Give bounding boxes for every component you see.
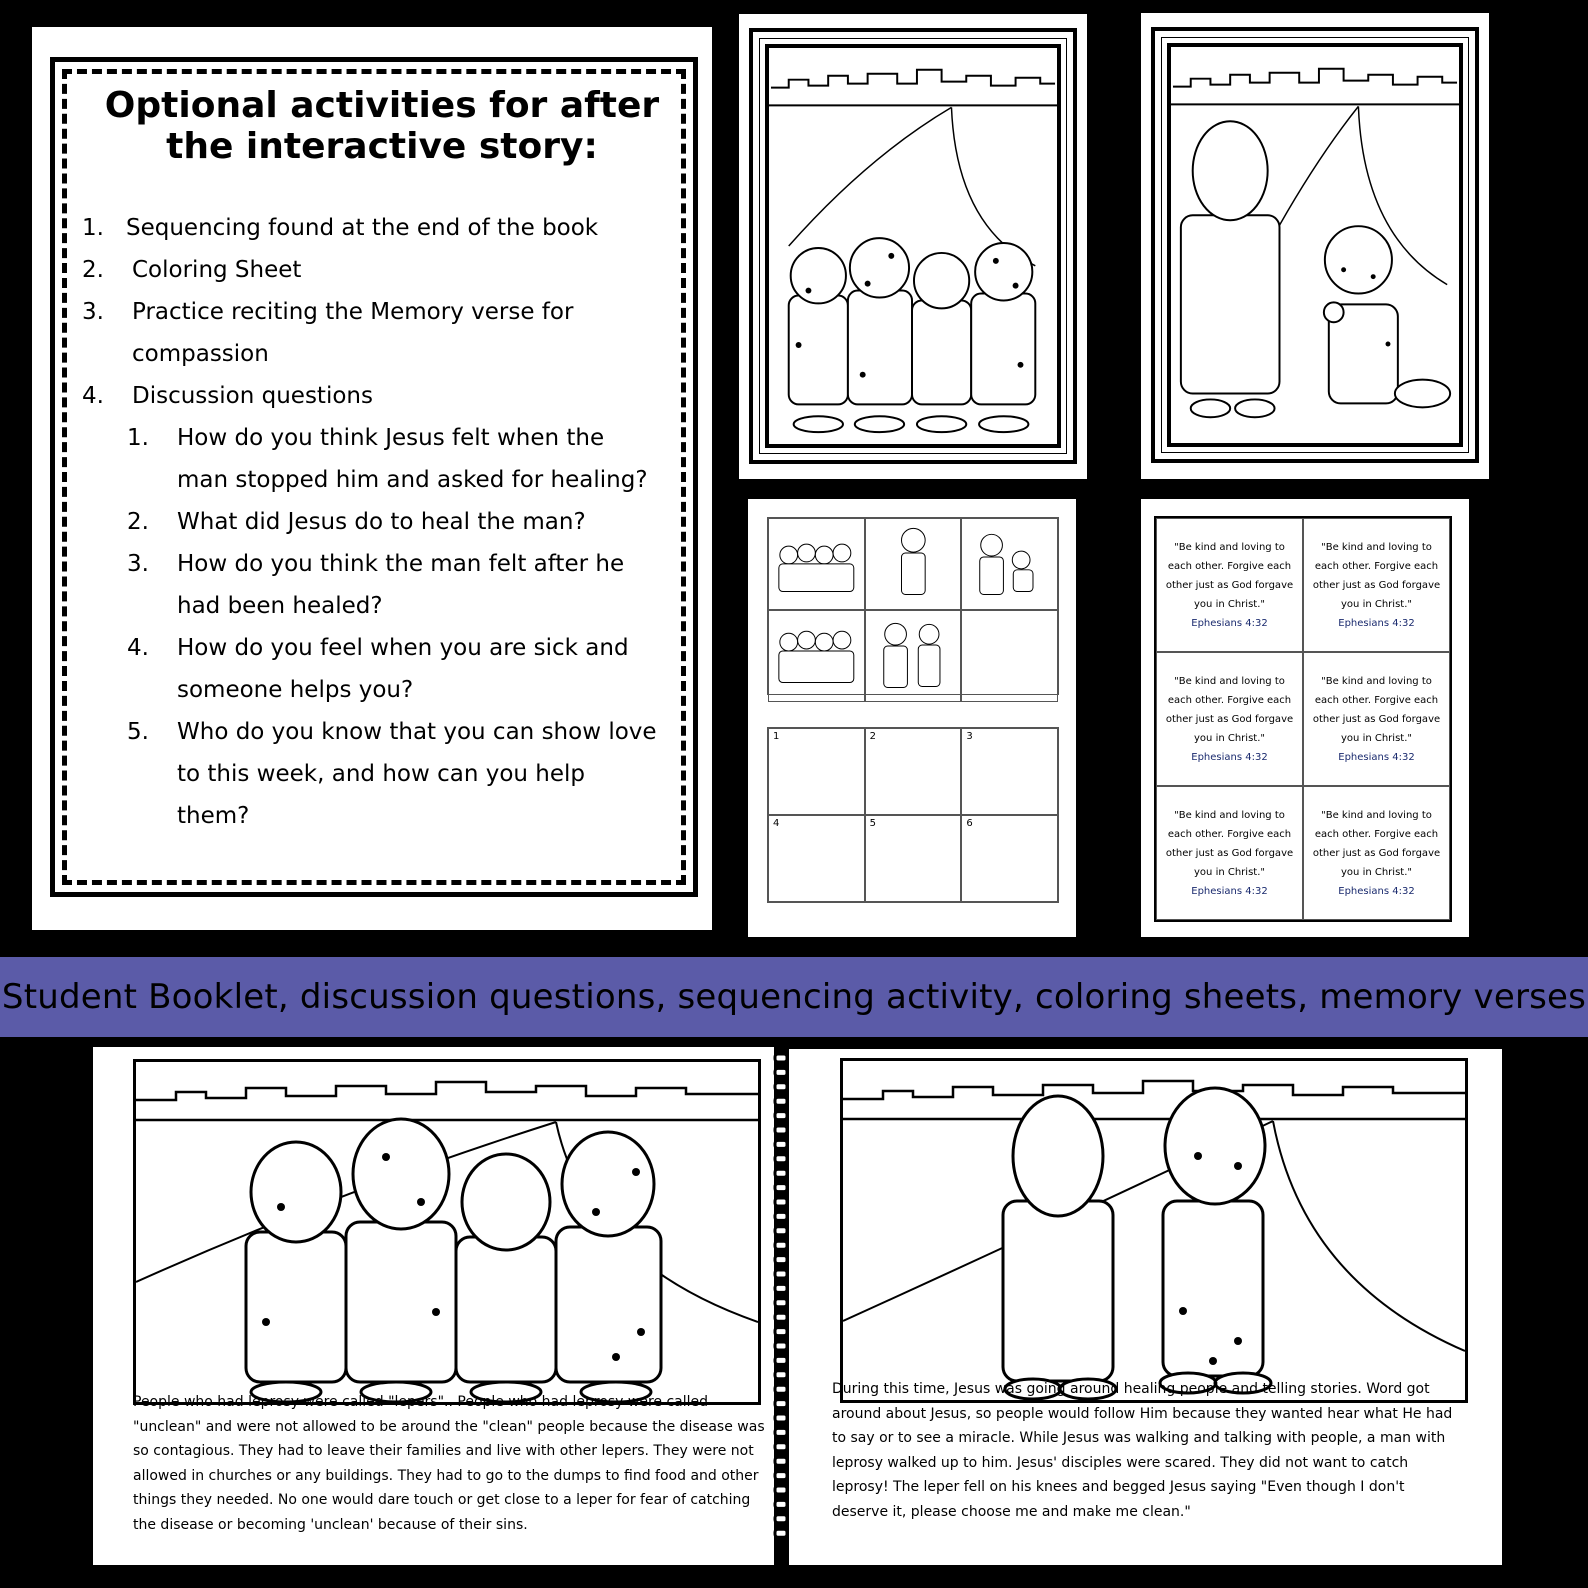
- sequence-box[interactable]: [961, 815, 1058, 902]
- spiral-ring: [775, 1227, 787, 1235]
- memory-verse-card[interactable]: [1156, 518, 1303, 652]
- verse-reference: Ephesians 4:32: [1338, 617, 1415, 629]
- question-text: someone helps you?: [177, 677, 414, 703]
- verse-line: other just as God forgave: [1165, 847, 1294, 859]
- verse-line: you in Christ.": [1341, 866, 1412, 878]
- spiral-ring: [775, 1515, 787, 1523]
- verse-line: you in Christ.": [1341, 732, 1412, 744]
- picture-card[interactable]: [961, 518, 1058, 610]
- title-line-2: the interactive story:: [166, 126, 598, 168]
- sequence-box[interactable]: [768, 728, 865, 815]
- booklet-text-line: People who had leprosy were called "lepers".. People who had leprosy were called: [133, 1394, 709, 1410]
- question-text: What did Jesus do to heal the man?: [177, 509, 586, 535]
- verse-line: "Be kind and loving to: [1321, 541, 1432, 553]
- verse-line: "Be kind and loving to: [1174, 809, 1285, 821]
- coloring-frame: [1151, 27, 1479, 463]
- spiral-ring: [775, 1414, 787, 1422]
- verse-line: each other. Forgive each: [1167, 828, 1292, 840]
- verse-line: other just as God forgave: [1312, 579, 1441, 591]
- verse-line: "Be kind and loving to: [1321, 675, 1432, 687]
- sequence-number: 3: [966, 731, 973, 742]
- verse-reference: Ephesians 4:32: [1191, 751, 1268, 763]
- verse-line: "Be kind and loving to: [1174, 675, 1285, 687]
- verse-line: other just as God forgave: [1165, 713, 1294, 725]
- spiral-ring: [775, 1385, 787, 1393]
- verse-line: you in Christ.": [1341, 598, 1412, 610]
- sequence-number: 6: [966, 818, 973, 829]
- activity-number: 4.: [82, 383, 104, 409]
- activity-text: Coloring Sheet: [132, 257, 302, 283]
- activity-item: [82, 375, 682, 417]
- spiral-ring: [775, 1371, 787, 1379]
- question-text: How do you think Jesus felt when the: [177, 425, 605, 451]
- coloring-frame: [749, 28, 1077, 464]
- picture-card[interactable]: [768, 610, 865, 702]
- activity-item: [82, 333, 682, 375]
- spiral-ring: [775, 1097, 787, 1105]
- sequence-box[interactable]: [865, 728, 962, 815]
- booklet-text-line: deserve it, please choose me and make me clean.": [832, 1503, 1191, 1520]
- activity-number: 1.: [82, 215, 104, 241]
- verse-reference: Ephesians 4:32: [1191, 617, 1268, 629]
- picture-card-empty: [961, 610, 1058, 702]
- verse-line: other just as God forgave: [1312, 847, 1441, 859]
- title-line-1: Optional activities for after: [104, 85, 660, 126]
- spiral-ring: [775, 1472, 787, 1480]
- memory-verse-sheet: [1141, 499, 1469, 937]
- spiral-ring: [775, 1313, 787, 1321]
- activity-number: 3.: [82, 299, 104, 325]
- coloring-sheet-jesus: [1141, 13, 1489, 479]
- memory-verse-card[interactable]: [1156, 652, 1303, 786]
- spiral-ring: [775, 1112, 787, 1120]
- question-number: 4.: [127, 635, 149, 661]
- memory-verse-card[interactable]: [1303, 786, 1450, 920]
- booklet-page-right: [789, 1049, 1502, 1565]
- sequence-number: 4: [773, 818, 780, 829]
- booklet-illustration-lepers: [133, 1059, 761, 1405]
- booklet-illustration-jesus: [840, 1058, 1468, 1403]
- spiral-ring: [775, 1054, 787, 1062]
- spiral-ring: [775, 1184, 787, 1192]
- spiral-ring: [775, 1284, 787, 1292]
- verse-line: you in Christ.": [1194, 866, 1265, 878]
- memory-verse-card[interactable]: [1303, 518, 1450, 652]
- verse-line: each other. Forgive each: [1314, 694, 1439, 706]
- memory-verse-cards: [1154, 516, 1452, 922]
- spiral-ring: [775, 1270, 787, 1278]
- activities-sheet: [32, 27, 712, 930]
- question-number: 1.: [127, 425, 149, 451]
- spiral-ring: [775, 1155, 787, 1163]
- verse-line: each other. Forgive each: [1314, 560, 1439, 572]
- booklet-text-line: During this time, Jesus was going around healing people and telling stories. Word got: [832, 1381, 1430, 1397]
- sequencing-answer-boxes: [767, 727, 1059, 903]
- booklet-text-line: allowed in churches or any buildings. They had to go to the dumps to find food and other: [133, 1467, 759, 1484]
- spiral-ring: [775, 1140, 787, 1148]
- sequence-number: 1: [773, 731, 780, 742]
- spiral-ring: [775, 1299, 787, 1307]
- activity-item: [82, 291, 682, 333]
- spiral-ring: [775, 1457, 787, 1465]
- activity-text: Sequencing found at the end of the book: [126, 215, 599, 241]
- question-text: How do you think the man felt after he: [177, 551, 625, 577]
- spiral-ring: [775, 1083, 787, 1091]
- booklet-text-line: around about Jesus, so people would follow Him because they wanted hear what He had: [832, 1405, 1453, 1422]
- verse-line: each other. Forgive each: [1167, 694, 1292, 706]
- spiral-ring: [775, 1400, 787, 1408]
- spiral-ring: [775, 1126, 787, 1134]
- spiral-ring: [775, 1486, 787, 1494]
- question-text: How do you feel when you are sick and: [177, 635, 629, 661]
- question-text: Who do you know that you can show love: [177, 719, 657, 745]
- features-banner: [0, 957, 1588, 1037]
- verse-line: "Be kind and loving to: [1174, 541, 1285, 553]
- booklet-text-line: things they needed. No one would dare touch or get close to a leper for fear of catching: [133, 1492, 751, 1508]
- sequence-box[interactable]: [768, 815, 865, 902]
- picture-card[interactable]: [865, 518, 962, 610]
- question-text: man stopped him and asked for healing?: [177, 467, 648, 493]
- verse-line: other just as God forgave: [1165, 579, 1294, 591]
- lepers-illustration: [769, 48, 1057, 444]
- booklet-text-line: to say or to see a miracle. While Jesus was walking and talking with people, a man with: [832, 1430, 1446, 1446]
- spiral-ring: [775, 1356, 787, 1364]
- sequencing-pictures: [767, 517, 1059, 695]
- activity-text: compassion: [132, 341, 269, 367]
- spiral-ring: [775, 1241, 787, 1249]
- activities-title: [72, 85, 692, 168]
- booklet-page-left: [93, 1047, 774, 1565]
- picture-card[interactable]: [768, 518, 865, 610]
- coloring-sheet-lepers: [739, 14, 1087, 479]
- spiral-ring: [775, 1342, 787, 1350]
- question-text: had been healed?: [177, 593, 383, 619]
- spiral-ring: [775, 1328, 787, 1336]
- sequence-box[interactable]: [865, 815, 962, 902]
- spiral-ring: [775, 1256, 787, 1264]
- booklet-text-line: so contagious. They had to leave their families and live with other lepers. They were not: [133, 1443, 754, 1459]
- activity-text: Practice reciting the Memory verse for: [132, 299, 574, 325]
- picture-card[interactable]: [865, 610, 962, 702]
- verse-line: "Be kind and loving to: [1321, 809, 1432, 821]
- verse-line: you in Christ.": [1194, 732, 1265, 744]
- booklet-text-right: [832, 1377, 1482, 1524]
- activity-number: 2.: [82, 257, 104, 283]
- verse-reference: Ephesians 4:32: [1338, 751, 1415, 763]
- spiral-ring: [775, 1068, 787, 1076]
- spiral-ring: [775, 1198, 787, 1206]
- verse-reference: Ephesians 4:32: [1191, 885, 1268, 897]
- spiral-ring: [775, 1443, 787, 1451]
- verse-reference: Ephesians 4:32: [1338, 885, 1415, 897]
- spiral-ring: [775, 1428, 787, 1436]
- question-number: 2.: [127, 509, 149, 535]
- memory-verse-card[interactable]: [1156, 786, 1303, 920]
- verse-line: each other. Forgive each: [1167, 560, 1292, 572]
- booklet-text-line: "unclean" and were not allowed to be around the "clean" people because the disease was: [133, 1418, 765, 1435]
- sequencing-sheet: [748, 499, 1076, 937]
- spiral-binding: [773, 1050, 789, 1550]
- question-text: them?: [177, 803, 250, 829]
- sequence-number: 5: [869, 818, 877, 829]
- verse-line: other just as God forgave: [1312, 713, 1441, 725]
- sequence-number: 2: [869, 731, 877, 742]
- activity-item: [82, 249, 682, 291]
- banner-text: Student Booklet, discussion questions, sequencing activity, coloring sheets, memory verses: [1, 977, 1587, 1017]
- sequence-box[interactable]: [961, 728, 1058, 815]
- booklet-text-line: leprosy walked up to him. Jesus' disciples were scared. They did not want to catch: [832, 1454, 1409, 1471]
- activity-item: [82, 207, 682, 249]
- spiral-ring: [775, 1500, 787, 1508]
- booklet-text-line: the disease or becoming 'unclean' because of their sins.: [133, 1516, 528, 1533]
- jesus-illustration: [1171, 47, 1459, 443]
- verse-line: you in Christ.": [1194, 598, 1265, 610]
- verse-line: each other. Forgive each: [1314, 828, 1439, 840]
- spiral-ring: [775, 1529, 787, 1537]
- question-number: 3.: [127, 551, 149, 577]
- booklet-text-line: leprosy! The leper fell on his knees and begged Jesus saying "Even though I don't: [832, 1479, 1405, 1495]
- question-number: 5.: [127, 719, 149, 745]
- booklet-text-left: [133, 1390, 763, 1537]
- activity-text: Discussion questions: [132, 383, 373, 409]
- memory-verse-card[interactable]: [1303, 652, 1450, 786]
- spiral-ring: [775, 1212, 787, 1220]
- spiral-ring: [775, 1169, 787, 1177]
- question-text: to this week, and how can you help: [177, 761, 586, 787]
